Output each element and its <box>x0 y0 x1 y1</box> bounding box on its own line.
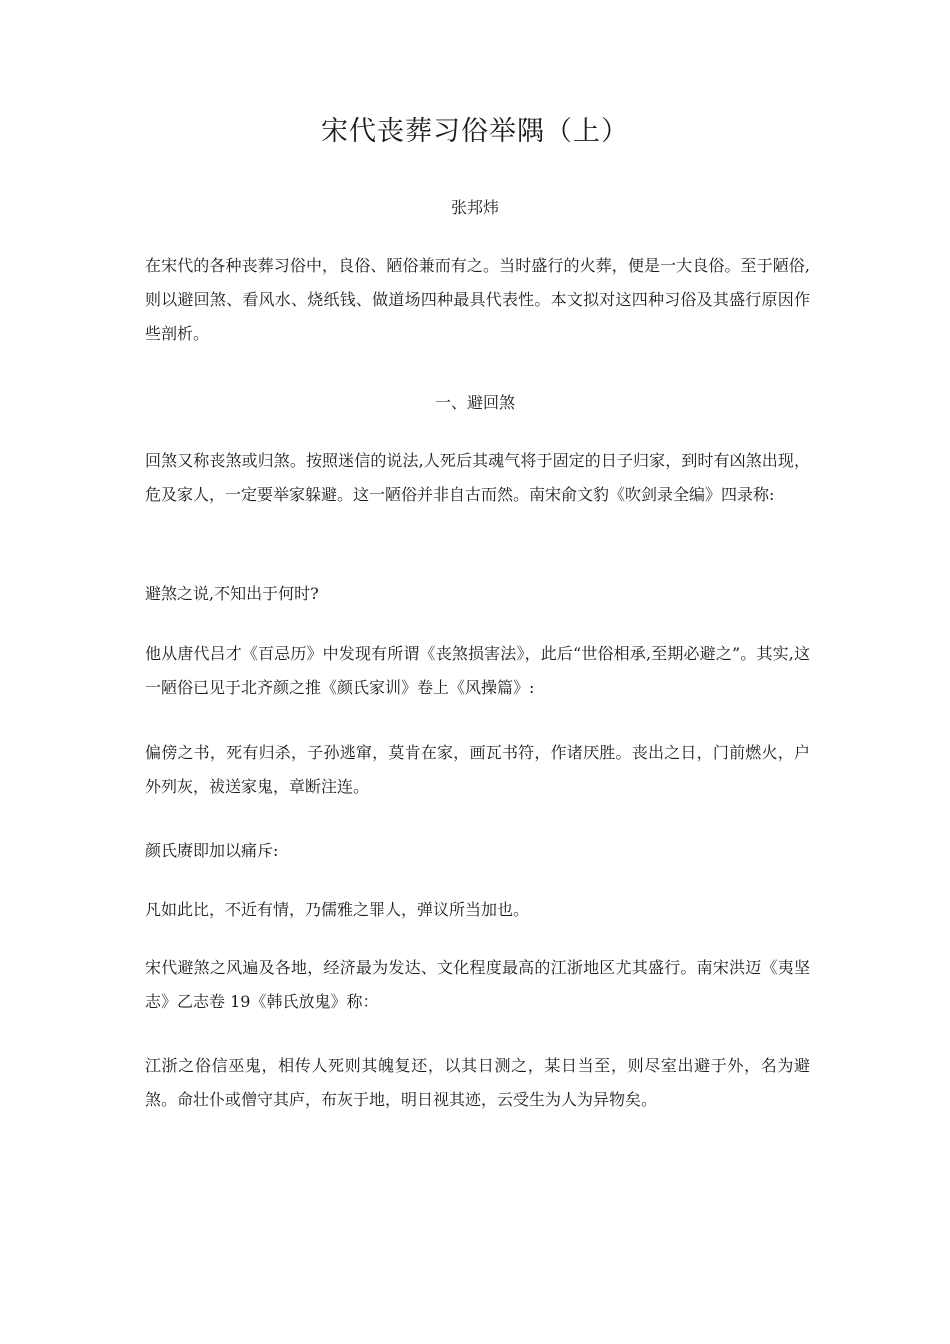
body-paragraph-4: 宋代避煞之风遍及各地，经济最为发达、文化程度最高的江浙地区尤其盛行。南宋洪迈《夷坚志》乙志卷 19《韩氏放鬼》称： <box>145 958 810 1011</box>
intro-paragraph: 在宋代的各种丧葬习俗中，良俗、陋俗兼而有之。当时盛行的火葬，便是一大良俗。至于陋俗,则以避回煞、看风水、烧纸钱、做道场四种最具代表性。本文拟对这四种习俗及其盛行原因作些剖析。 <box>145 256 810 343</box>
quote-paragraph-1: 避煞之说,不知出于何时? <box>145 584 319 603</box>
document-author: 张邦炜 <box>450 198 499 217</box>
body-paragraph-3: 颜氏赓即加以痛斥: <box>145 841 279 860</box>
body-paragraph-1: 回煞又称丧煞或归煞。按照迷信的说法,人死后其魂气将于固定的日子归家，到时有凶煞出现，危及家人，一定要举家躲避。这一陋俗并非自古而然。南宋俞文豹《吹剑录全编》四录称: <box>145 451 810 504</box>
document-title: 宋代丧葬习俗举隅（上） <box>321 116 629 147</box>
section-heading-1: 一、避回煞 <box>434 393 515 412</box>
body-paragraph-2: 他从唐代吕才《百忌历》中发现有所谓《丧煞损害法》，此后“世俗相承,至期必避之”。其实,这一陋俗已见于北齐颜之推《颜氏家训》卷上《风操篇》: <box>145 644 810 697</box>
quote-paragraph-3: 凡如此比，不近有情，乃儒雅之罪人，弹议所当加也。 <box>145 900 530 919</box>
quote-paragraph-4: 江浙之俗信巫鬼，相传人死则其魄复还，以其日测之，某日当至，则尽室出避于外，名为避煞。命壮仆或僧守其庐，布灰于地，明日视其迹，云受生为人为异物矣。 <box>145 1056 810 1109</box>
quote-paragraph-2: 偏傍之书，死有归杀，子孙逃窜，莫肯在家，画瓦书符，作诸厌胜。丧出之日，门前燃火，户外列灰，祓送家鬼，章断注连。 <box>145 743 810 796</box>
